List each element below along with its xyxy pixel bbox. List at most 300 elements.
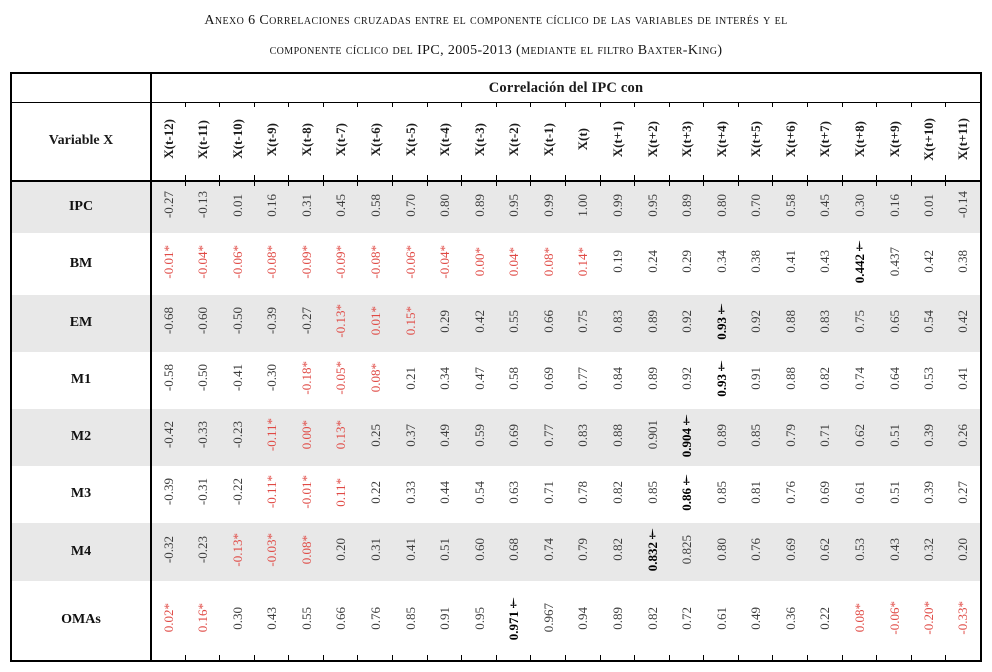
correlation-cell <box>324 181 359 233</box>
correlation-cell <box>566 581 601 661</box>
correlation-value: -0.04* <box>437 244 453 279</box>
column-header-row <box>11 103 981 181</box>
correlation-cell <box>739 466 774 523</box>
correlation-value: -0.39 <box>264 307 280 335</box>
correlation-value: 0.88 <box>609 423 625 447</box>
correlation-value: -0.06* <box>402 244 418 279</box>
correlation-cell <box>601 352 636 409</box>
correlation-cell <box>739 295 774 352</box>
column-header-label: X(t-7) <box>333 122 349 156</box>
correlation-value: 0.43 <box>817 250 833 273</box>
table-row-m1 <box>11 352 981 409</box>
correlation-cell <box>428 523 463 581</box>
correlation-cell <box>912 466 947 523</box>
correlation-value: 0.75 <box>852 309 868 333</box>
correlation-cell <box>186 233 221 295</box>
correlation-value: -0.14 <box>955 191 971 219</box>
correlation-cell <box>808 581 843 661</box>
correlation-value: 0.58 <box>782 193 798 217</box>
correlation-value: 0.16* <box>195 603 211 633</box>
correlation-value: 0.68 <box>506 538 522 561</box>
correlation-cell <box>808 295 843 352</box>
correlation-value: 0.904† <box>679 412 695 458</box>
column-header-label: X(t-10) <box>229 119 245 160</box>
correlation-value: 0.80 <box>713 193 729 217</box>
correlation-value: -0.01* <box>298 475 314 509</box>
correlation-value: 0.79 <box>575 538 591 561</box>
correlation-value: -0.03* <box>264 532 280 567</box>
correlation-value: 0.08* <box>852 603 868 633</box>
correlation-value: 0.76 <box>367 606 383 630</box>
correlation-cell <box>462 409 497 466</box>
correlation-value: 0.26 <box>955 423 971 447</box>
correlation-cell <box>946 233 981 295</box>
correlation-value: 0.83 <box>575 423 591 447</box>
correlation-value: 0.53 <box>852 538 868 561</box>
correlation-cell <box>601 181 636 233</box>
row-label-m1: M1 <box>11 352 151 409</box>
correlation-cell <box>186 523 221 581</box>
correlation-value: -0.13* <box>229 532 245 567</box>
row-label-omas: OMAs <box>11 581 151 661</box>
correlation-value: 0.437 <box>886 246 902 277</box>
correlation-cell <box>151 523 186 581</box>
column-header-xt+2 <box>635 103 670 181</box>
column-header-label: X(t+1) <box>609 121 625 158</box>
correlation-cell <box>773 295 808 352</box>
correlation-value: 1.00 <box>575 193 591 217</box>
correlation-cell <box>289 181 324 233</box>
correlation-cell <box>601 581 636 661</box>
correlation-cell <box>255 523 290 581</box>
correlation-cell <box>912 295 947 352</box>
correlation-value: 0.92 <box>679 309 695 333</box>
correlation-value: -0.09* <box>298 244 314 279</box>
column-header-xt-2 <box>497 103 532 181</box>
column-header-xt-11 <box>186 103 221 181</box>
correlation-cell <box>808 409 843 466</box>
correlation-value: 0.99 <box>609 193 625 217</box>
correlation-cell <box>531 352 566 409</box>
column-header-label: X(t+4) <box>713 121 729 158</box>
correlation-value: 0.81 <box>748 480 764 504</box>
correlation-cell <box>186 466 221 523</box>
correlation-value: -0.50 <box>229 307 245 335</box>
correlation-value: -0.33* <box>955 601 971 635</box>
correlation-cell <box>773 233 808 295</box>
correlation-cell <box>497 181 532 233</box>
correlation-value: 0.66 <box>540 309 556 333</box>
correlation-value: 0.32 <box>921 538 937 561</box>
correlation-cell <box>946 181 981 233</box>
correlation-value: 0.971† <box>506 595 522 641</box>
column-header-xt-7 <box>324 103 359 181</box>
correlation-value: 0.84 <box>609 366 625 390</box>
correlation-cell <box>670 466 705 523</box>
correlation-value: 0.832† <box>644 527 660 572</box>
correlation-value: 0.39 <box>921 480 937 504</box>
correlation-value: 0.89 <box>679 193 695 217</box>
column-header-label: X(t-6) <box>367 122 383 156</box>
correlation-value: 0.31 <box>298 193 314 217</box>
correlation-cell <box>843 581 878 661</box>
variable-x-header: Variable X <box>11 103 151 181</box>
correlation-value: -0.31 <box>195 478 211 506</box>
correlation-cell <box>151 581 186 661</box>
correlation-value: 0.42 <box>955 309 971 333</box>
correlation-cell <box>739 352 774 409</box>
correlation-value: 0.75 <box>575 309 591 333</box>
correlation-cell <box>843 409 878 466</box>
correlation-cell <box>151 466 186 523</box>
correlation-value: 0.01 <box>229 193 245 217</box>
correlation-value: 0.69 <box>817 480 833 504</box>
correlation-value: 0.08* <box>298 534 314 565</box>
correlation-cell <box>393 466 428 523</box>
correlation-cell <box>566 523 601 581</box>
column-header-xt-1 <box>531 103 566 181</box>
correlation-value: -0.20* <box>921 601 937 635</box>
correlation-cell <box>220 409 255 466</box>
correlation-cell <box>808 523 843 581</box>
correlation-cell <box>946 523 981 581</box>
column-header-xt-12 <box>151 103 186 181</box>
correlation-cell <box>324 466 359 523</box>
correlation-cell <box>428 409 463 466</box>
correlation-value: -0.27 <box>160 191 176 219</box>
correlation-cell <box>773 352 808 409</box>
correlation-cell <box>462 523 497 581</box>
correlation-value: 0.49 <box>437 423 453 447</box>
correlation-cell <box>497 295 532 352</box>
correlation-cell <box>877 233 912 295</box>
correlation-cell <box>462 181 497 233</box>
correlation-value: 0.95 <box>644 193 660 217</box>
correlation-value: 0.91 <box>748 366 764 390</box>
correlation-cell <box>566 295 601 352</box>
correlation-cell <box>704 409 739 466</box>
column-header-xt+7 <box>808 103 843 181</box>
correlation-value: 0.62 <box>852 423 868 447</box>
correlation-cell <box>635 181 670 233</box>
correlation-value: -0.68 <box>160 307 176 335</box>
correlation-cell <box>843 181 878 233</box>
table-row-omas <box>11 581 981 661</box>
correlation-cell <box>324 409 359 466</box>
correlation-cell <box>186 352 221 409</box>
correlation-cell <box>255 409 290 466</box>
correlation-cell <box>946 409 981 466</box>
correlation-value: 0.92 <box>679 366 695 390</box>
correlation-cell <box>151 352 186 409</box>
correlation-cell <box>635 352 670 409</box>
correlation-cell <box>912 523 947 581</box>
correlation-value: 0.30 <box>852 193 868 217</box>
correlation-cell <box>531 409 566 466</box>
correlation-cell <box>843 523 878 581</box>
correlation-cell <box>151 181 186 233</box>
correlation-cell <box>289 295 324 352</box>
correlation-value: 0.91 <box>437 606 453 630</box>
correlation-value: 0.42 <box>471 309 487 333</box>
correlation-value: 0.70 <box>748 193 764 217</box>
correlation-cell <box>497 523 532 581</box>
correlation-value: 0.77 <box>540 423 556 447</box>
correlation-value: 0.89 <box>644 309 660 333</box>
correlation-cell <box>531 466 566 523</box>
column-header-xt-5 <box>393 103 428 181</box>
correlation-value: 0.88 <box>782 309 798 333</box>
correlation-cell <box>704 352 739 409</box>
correlation-cell <box>808 466 843 523</box>
correlation-cell <box>220 295 255 352</box>
correlation-cell <box>186 181 221 233</box>
correlation-cell <box>877 352 912 409</box>
correlation-cell <box>739 581 774 661</box>
correlation-value: 0.85 <box>748 423 764 447</box>
correlation-value: 0.95 <box>506 193 522 217</box>
correlation-cell <box>289 409 324 466</box>
correlation-value: -0.05* <box>333 361 349 395</box>
correlation-cell <box>358 581 393 661</box>
row-label-bm: BM <box>11 233 151 295</box>
correlation-value: 0.54 <box>921 309 937 333</box>
correlation-cell <box>808 233 843 295</box>
correlation-value: 0.16 <box>886 193 902 217</box>
correlation-cell <box>531 295 566 352</box>
correlation-cell <box>462 352 497 409</box>
correlation-value: 0.00* <box>298 420 314 450</box>
correlation-value: 0.60 <box>471 538 487 561</box>
correlation-value: -0.11* <box>264 475 280 509</box>
correlation-cell <box>358 466 393 523</box>
correlation-cell <box>670 581 705 661</box>
correlation-value: 0.89 <box>713 423 729 447</box>
correlation-value: 0.65 <box>886 309 902 333</box>
correlation-value: -0.11* <box>264 418 280 452</box>
correlation-value: -0.30 <box>264 364 280 392</box>
correlation-cell <box>670 233 705 295</box>
correlation-value: 0.47 <box>471 366 487 390</box>
correlation-cell <box>601 409 636 466</box>
correlation-value: 0.69 <box>506 423 522 447</box>
correlation-cell <box>877 523 912 581</box>
correlation-cell <box>428 581 463 661</box>
correlation-value: 0.00* <box>471 246 487 277</box>
column-header-label: X(t+5) <box>748 121 764 158</box>
span-header: Correlación del IPC con <box>151 73 981 103</box>
column-header-xt-3 <box>462 103 497 181</box>
correlation-value: 0.82 <box>609 480 625 504</box>
correlation-cell <box>670 523 705 581</box>
correlation-cell <box>255 466 290 523</box>
correlation-cell <box>462 581 497 661</box>
correlation-cell <box>531 181 566 233</box>
correlation-cell <box>289 581 324 661</box>
correlation-value: 0.69 <box>540 366 556 390</box>
column-header-label: X(t-4) <box>437 122 453 156</box>
correlation-value: 0.71 <box>540 480 556 504</box>
correlation-value: 0.22 <box>367 480 383 504</box>
correlation-cell <box>773 409 808 466</box>
correlation-cell <box>531 523 566 581</box>
column-header-xt-4 <box>428 103 463 181</box>
correlation-value: 0.51 <box>886 480 902 504</box>
correlation-cell <box>877 409 912 466</box>
correlation-cell <box>497 409 532 466</box>
correlation-cell <box>393 409 428 466</box>
column-header-xt+1 <box>601 103 636 181</box>
correlation-cell <box>497 233 532 295</box>
column-header-label: X(t-5) <box>402 122 418 156</box>
correlation-value: 0.99 <box>540 193 556 217</box>
correlation-cell <box>601 523 636 581</box>
correlation-cell <box>635 409 670 466</box>
correlation-value: 0.14* <box>575 246 591 277</box>
correlation-cell <box>704 233 739 295</box>
correlation-value: 0.80 <box>437 193 453 217</box>
correlation-value: 0.76 <box>782 480 798 504</box>
correlation-cell <box>220 466 255 523</box>
correlation-value: 0.41 <box>955 366 971 390</box>
correlation-value: -0.27 <box>298 307 314 335</box>
correlation-value: 0.66 <box>333 606 349 630</box>
correlation-cell <box>428 181 463 233</box>
correlation-value: 0.89 <box>471 193 487 217</box>
correlation-value: 0.08* <box>367 363 383 393</box>
correlation-value: 0.74 <box>852 366 868 390</box>
annex-title <box>0 0 992 66</box>
correlation-cell <box>808 352 843 409</box>
correlation-value: 0.45 <box>817 193 833 217</box>
correlation-cell <box>635 581 670 661</box>
column-header-xt+3 <box>670 103 705 181</box>
correlation-cell <box>704 581 739 661</box>
correlation-value: 0.72 <box>679 606 695 630</box>
correlation-cell <box>358 523 393 581</box>
correlation-cell <box>912 581 947 661</box>
correlation-value: 0.31 <box>367 538 383 561</box>
correlation-cell <box>324 295 359 352</box>
column-header-xt-6 <box>358 103 393 181</box>
correlation-cell <box>428 295 463 352</box>
correlation-cell <box>289 233 324 295</box>
correlation-cell <box>670 181 705 233</box>
correlation-cell <box>462 295 497 352</box>
correlation-value: 0.53 <box>921 366 937 390</box>
correlation-cell <box>601 466 636 523</box>
correlation-cell <box>566 466 601 523</box>
table-row-m3 <box>11 466 981 523</box>
correlation-value: 0.37 <box>402 423 418 447</box>
correlation-value: 0.01* <box>367 306 383 336</box>
correlation-cell <box>186 409 221 466</box>
correlation-value: 0.38 <box>748 250 764 273</box>
correlation-cell <box>531 581 566 661</box>
correlation-value: 0.442† <box>852 239 868 284</box>
column-header-label: X(t-11) <box>195 119 211 159</box>
correlation-cell <box>324 233 359 295</box>
correlation-value: -0.39 <box>160 478 176 506</box>
correlation-cell <box>428 352 463 409</box>
column-header-xt-10 <box>220 103 255 181</box>
correlation-cell <box>462 233 497 295</box>
correlation-value: -0.18* <box>298 361 314 395</box>
row-label-m2: M2 <box>11 409 151 466</box>
column-header-label: X(t+10) <box>921 117 937 161</box>
correlation-cell <box>946 466 981 523</box>
correlation-value: 0.49 <box>748 606 764 630</box>
correlation-cell <box>255 352 290 409</box>
correlation-cell <box>566 352 601 409</box>
column-header-xt+9 <box>877 103 912 181</box>
correlation-value: 0.82 <box>609 538 625 561</box>
correlation-value: 0.61 <box>713 606 729 630</box>
correlation-cell <box>324 352 359 409</box>
correlation-value: -0.06* <box>229 244 245 279</box>
correlation-cell <box>428 233 463 295</box>
correlation-value: -0.04* <box>195 244 211 279</box>
correlation-cell <box>220 181 255 233</box>
correlation-value: 0.79 <box>782 423 798 447</box>
correlation-value: 0.967 <box>540 603 556 633</box>
correlation-value: 0.29 <box>679 250 695 273</box>
correlation-value: 0.61 <box>852 480 868 504</box>
correlation-cell <box>566 181 601 233</box>
column-header-label: X(t-2) <box>506 122 522 156</box>
correlation-value: 0.83 <box>817 309 833 333</box>
correlation-value: -0.33 <box>195 421 211 449</box>
correlation-cell <box>220 233 255 295</box>
correlation-value: -0.13* <box>333 304 349 338</box>
correlation-value: 0.55 <box>298 606 314 630</box>
correlation-value: 0.22 <box>817 606 833 630</box>
correlation-cell <box>151 295 186 352</box>
correlation-value: 0.71 <box>817 423 833 447</box>
correlation-value: 0.62 <box>817 538 833 561</box>
correlation-value: 0.80 <box>713 538 729 561</box>
column-header-xt+6 <box>773 103 808 181</box>
column-header-label: X(t+11) <box>955 118 971 161</box>
correlation-cell <box>186 581 221 661</box>
correlation-value: -0.41 <box>229 364 245 392</box>
correlation-value: -0.23 <box>195 535 211 564</box>
correlation-value: 0.86† <box>679 473 695 511</box>
correlation-cell <box>843 295 878 352</box>
row-label-m3: M3 <box>11 466 151 523</box>
row-label-ipc: IPC <box>11 181 151 233</box>
correlation-value: 0.11* <box>333 477 349 507</box>
correlation-cell <box>151 409 186 466</box>
column-header-label: X(t+6) <box>782 121 798 158</box>
table-row-em <box>11 295 981 352</box>
correlation-cell <box>670 295 705 352</box>
row-label-m4: M4 <box>11 523 151 581</box>
correlation-cell <box>912 181 947 233</box>
correlation-value: 0.44 <box>437 480 453 504</box>
correlation-value: 0.83 <box>609 309 625 333</box>
corner-cell <box>11 73 151 103</box>
correlation-value: 0.43 <box>264 606 280 630</box>
correlation-cell <box>289 352 324 409</box>
column-header-xt+8 <box>843 103 878 181</box>
correlation-value: 0.78 <box>575 480 591 504</box>
correlation-value: 0.45 <box>333 193 349 217</box>
correlation-value: 0.51 <box>437 538 453 561</box>
correlation-cell <box>877 295 912 352</box>
column-header-xt-9 <box>255 103 290 181</box>
correlation-value: -0.08* <box>367 244 383 279</box>
